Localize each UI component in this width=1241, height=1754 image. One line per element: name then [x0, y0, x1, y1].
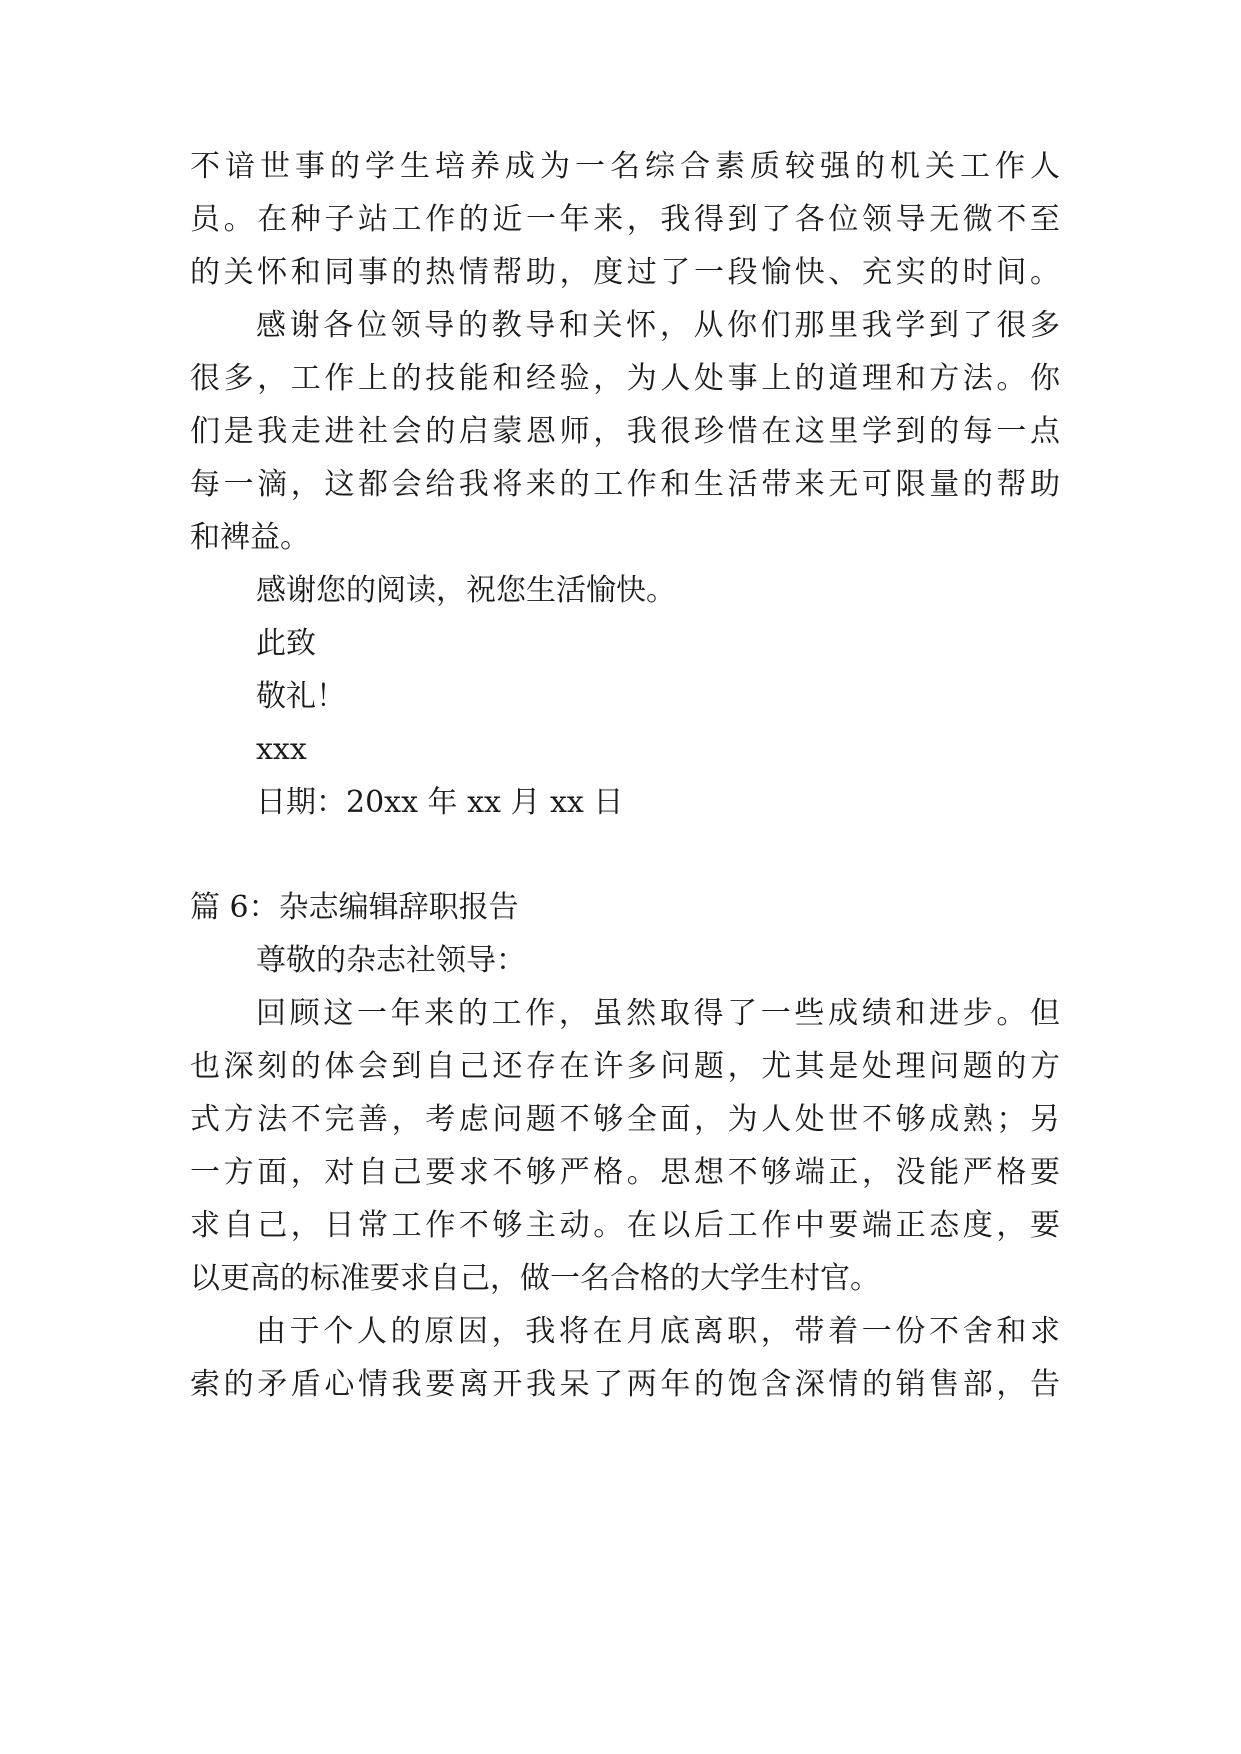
- paragraph-line: 索的矛盾心情我要离开我呆了两年的饱含深情的销售部，告: [190, 1367, 1060, 1402]
- paragraph-line: 回顾这一年来的工作，虽然取得了一些成绩和进步。但: [256, 996, 1060, 1031]
- closing-thanks: 感谢您的阅读，祝您生活愉快。: [256, 573, 676, 608]
- paragraph-line: 员。在种子站工作的近一年来，我得到了各位领导无微不至: [190, 202, 1060, 237]
- paragraph-line: 的关怀和同事的热情帮助，度过了一段愉快、充实的时间。: [190, 255, 1060, 290]
- paragraph-line: 求自己，日常工作不够主动。在以后工作中要端正态度，要: [190, 1208, 1060, 1243]
- paragraph-line: 们是我走进社会的启蒙恩师，我很珍惜在这里学到的每一点: [190, 414, 1060, 449]
- paragraph-line: 式方法不完善，考虑问题不够全面，为人处世不够成熟；另: [190, 1102, 1060, 1137]
- paragraph-line: 由于个人的原因，我将在月底离职，带着一份不舍和求: [256, 1314, 1060, 1349]
- paragraph-line: 以更高的标准要求自己，做一名合格的大学生村官。: [190, 1261, 880, 1296]
- greeting: 尊敬的杂志社领导：: [256, 943, 526, 978]
- paragraph-line: 和裨益。: [190, 520, 310, 555]
- signature: xxx: [256, 732, 307, 767]
- section-heading: 篇 6：杂志编辑辞职报告: [190, 890, 519, 925]
- paragraph-line: 不谙世事的学生培养成为一名综合素质较强的机关工作人: [190, 149, 1060, 184]
- date-line: 日期：20xx 年 xx 月 xx 日: [256, 785, 624, 820]
- closing-salutation: 此致: [256, 626, 316, 661]
- paragraph-line: 很多，工作上的技能和经验，为人处事上的道理和方法。你: [190, 361, 1060, 396]
- closing-regards: 敬礼！: [256, 679, 346, 714]
- paragraph-line: 每一滴，这都会给我将来的工作和生活带来无可限量的帮助: [190, 467, 1060, 502]
- paragraph-line: 感谢各位领导的教导和关怀，从你们那里我学到了很多: [256, 308, 1060, 343]
- paragraph-line: 一方面，对自己要求不够严格。思想不够端正，没能严格要: [190, 1155, 1060, 1190]
- paragraph-line: 也深刻的体会到自己还存在许多问题，尤其是处理问题的方: [190, 1049, 1060, 1084]
